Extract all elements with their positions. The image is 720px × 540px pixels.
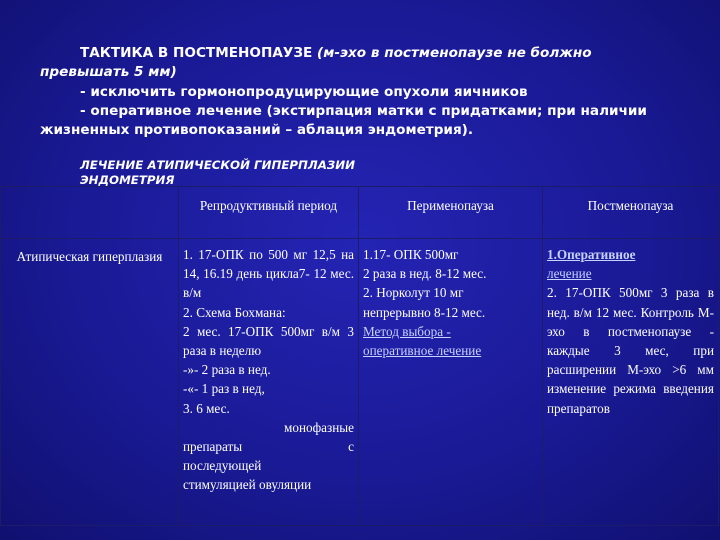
cell-postmenopause	[543, 239, 719, 526]
table-header-row	[1, 187, 719, 239]
reproductive-item-9: последующей	[183, 458, 262, 474]
reproductive-item-10: стимуляцией овуляции	[183, 477, 312, 493]
reproductive-item-2: 2. Схема Бохмана:	[183, 304, 286, 320]
reproductive-item-8	[183, 437, 354, 456]
cell-reproductive	[179, 239, 359, 526]
perimenopause-item-4: непрерывно 8-12 мес.	[363, 304, 486, 320]
intro-bullet-2-cont: жизненных противопоказаний – аблация эндометрия).	[40, 122, 474, 139]
intro-heading: ТАКТИКА В ПОСТМЕНОПАУЗЕ	[80, 45, 313, 61]
reproductive-item-1: 1. 17-ОПК по 500 мг 12,5 на 14, 16.19 день цикла7- 12 мес. в/м	[183, 247, 354, 301]
treatment-table	[0, 186, 719, 526]
perimenopause-item-1: 1.17- ОПК 500мг	[363, 247, 459, 262]
table-row	[1, 239, 719, 526]
reproductive-item-7: монофазные	[284, 419, 354, 435]
reproductive-item-4: -»- 2 раза в нед.	[183, 362, 271, 378]
reproductive-item-8-right: с	[348, 439, 354, 455]
intro-bullet-2: - оперативное лечение (экстирпация матки с придатками; при наличии	[80, 102, 647, 119]
reproductive-item-5: -«- 1 раз в нед,	[183, 381, 265, 397]
intro-line-1	[40, 44, 700, 63]
intro-block	[40, 44, 700, 140]
table-heading	[80, 158, 480, 188]
reproductive-item-3: 2 мес. 17-ОПК 500мг в/м 3 раза в неделю	[183, 323, 354, 359]
table-heading-line-2: ЭНДОМЕТРИЯ	[80, 173, 175, 187]
perimenopause-item-2: 2 раза в нед. 8-12 мес.	[363, 266, 487, 282]
header-reproductive: Репродуктивный период	[179, 187, 359, 239]
reproductive-item-6: 3. 6 мес.	[183, 400, 230, 416]
intro-bullet-1: - исключить гормонопродуцирующие опухоли яичников	[80, 83, 528, 100]
postmenopause-item-2: 2. 17-ОПК 500мг 3 раза в нед. в/м 12 мес. Контроль М-эхо в постменопаузе - каждые 3 мес, при расширении М-эхо >6 мм изменение режима введения препаратов	[547, 285, 714, 416]
cell-perimenopause	[359, 239, 543, 526]
surgical-treatment-title-link[interactable]: 1.Оперативное	[547, 247, 636, 262]
header-postmenopause: Постменопауза	[543, 187, 719, 239]
table-heading-line-1: ЛЕЧЕНИЕ АТИПИЧЕСКОЙ ГИПЕРПЛАЗИИ	[80, 158, 355, 172]
header-perimenopause: Перименопауза	[359, 187, 543, 239]
perimenopause-item-3: 2. Норколут 10 мг	[363, 285, 464, 301]
surgical-treatment-title-link-cont[interactable]: лечение	[547, 266, 592, 282]
row-label-atypical-hyperplasia: Атипическая гиперплазия	[1, 239, 179, 526]
intro-note: (м-эхо в постменопаузе не болжно	[312, 45, 592, 61]
surgical-treatment-link[interactable]: оперативное лечение	[363, 343, 482, 359]
reproductive-item-8-left: препараты	[183, 439, 243, 455]
header-empty	[1, 187, 179, 239]
intro-note-cont: превышать 5 мм)	[40, 64, 177, 81]
method-of-choice-link[interactable]: Метод выбора -	[363, 323, 451, 339]
